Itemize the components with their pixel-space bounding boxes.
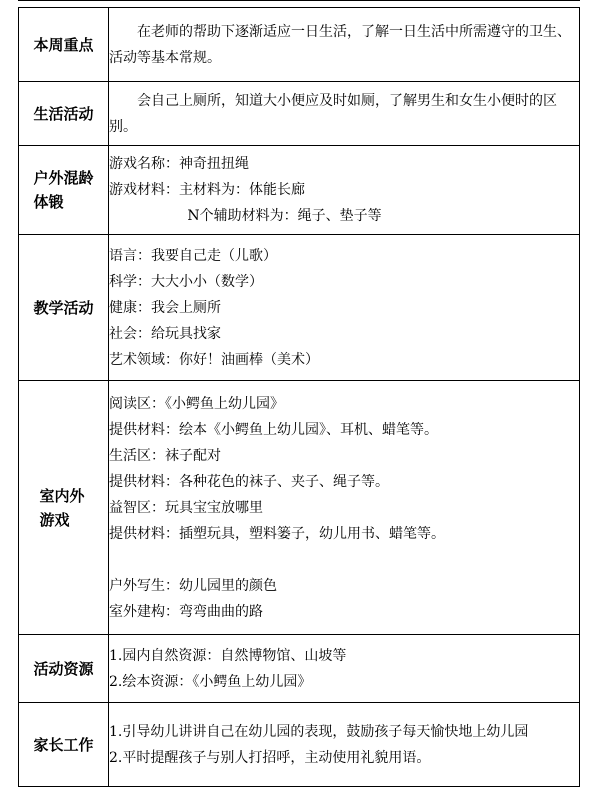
weekly-focus-text: 在老师的帮助下逐渐适应一日生活，了解一日生活中所需遵守的卫生、活动等基本常规。 xyxy=(109,23,571,66)
row-label-games xyxy=(19,381,109,635)
row-content-games xyxy=(109,381,580,635)
row-label-teaching: 教学活动 xyxy=(19,235,109,381)
outdoor-exercise-label: 户外混龄体锻 xyxy=(33,169,94,211)
list-item: 生活区：袜子配对 xyxy=(109,447,221,464)
list-item: 艺术领域：你好！油画棒（美术） xyxy=(109,351,319,368)
list-item: 室外建构：弯弯曲曲的路 xyxy=(109,603,263,620)
list-item: 健康：我会上厕所 xyxy=(109,299,221,316)
list-item: 提供材料：插塑玩具，塑料篓子，幼儿用书、蜡笔等。 xyxy=(109,525,445,542)
row-content-daily-life xyxy=(109,82,580,146)
table-row xyxy=(19,82,580,146)
list-item: 语言：我要自己走（儿歌） xyxy=(109,247,277,264)
list-item: 科学：大大小小（数学） xyxy=(109,273,263,290)
table-row xyxy=(19,146,580,235)
row-content-outdoor-exercise xyxy=(109,146,580,235)
weekly-plan-table xyxy=(18,7,580,787)
list-item: 游戏材料：主材料为：体能长廊 xyxy=(109,182,305,198)
list-item: 益智区：玩具宝宝放哪里 xyxy=(109,499,263,516)
row-label-resources: 活动资源 xyxy=(19,635,109,703)
blank-line xyxy=(109,547,579,573)
row-label-daily-life: 生活活动 xyxy=(19,82,109,146)
list-item: 提供材料：绘本《小鳄鱼上幼儿园》、耳机、蜡笔等。 xyxy=(109,421,438,438)
weekly-plan-sheet xyxy=(18,7,580,787)
list-item: N个辅助材料为：绳子、垫子等 xyxy=(187,208,382,224)
top-rule xyxy=(18,0,580,1)
list-item: 1.园内自然资源：自然博物馆、山坡等 xyxy=(109,647,347,664)
list-item: 提供材料：各种花色的袜子、夹子、绳子等。 xyxy=(109,473,389,490)
row-content-parent-work xyxy=(109,703,580,787)
list-item: 游戏名称：神奇扭扭绳 xyxy=(109,156,249,172)
list-item: 2.绘本资源：《小鳄鱼上幼儿园》 xyxy=(109,673,312,690)
list-item: 2.平时提醒孩子与别人打招呼，主动使用礼貌用语。 xyxy=(109,749,431,766)
table-row xyxy=(19,235,580,381)
row-content-resources xyxy=(109,635,580,703)
row-label-parent-work: 家长工作 xyxy=(19,703,109,787)
row-label-outdoor-exercise xyxy=(19,146,109,235)
games-label: 室内外游戏 xyxy=(39,486,85,529)
list-item: 户外写生：幼儿园里的颜色 xyxy=(109,577,277,594)
daily-life-text: 会自己上厕所，知道大小便应及时如厕，了解男生和女生小便时的区别。 xyxy=(109,92,557,135)
list-item: 社会：给玩具找家 xyxy=(109,325,221,342)
table-row xyxy=(19,703,580,787)
row-content-weekly-focus xyxy=(109,8,580,82)
row-content-teaching xyxy=(109,235,580,381)
list-item: 阅读区：《小鳄鱼上幼儿园》 xyxy=(109,395,284,412)
table-row xyxy=(19,381,580,635)
table-row xyxy=(19,8,580,82)
table-row xyxy=(19,635,580,703)
list-item: 1.引导幼儿讲讲自己在幼儿园的表现，鼓励孩子每天愉快地上幼儿园 xyxy=(109,723,529,740)
row-label-weekly-focus: 本周重点 xyxy=(19,8,109,82)
